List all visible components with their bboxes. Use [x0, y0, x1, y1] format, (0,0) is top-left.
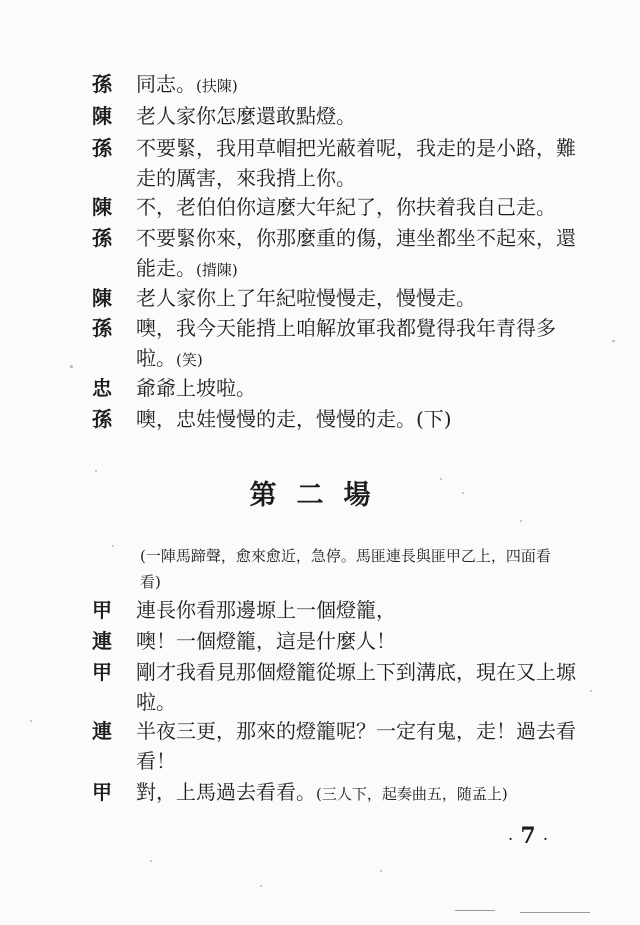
stage-direction-line: (一陣馬蹄聲，愈來愈近，急停。馬匪連長與匪甲乙上，四面看	[140, 547, 551, 565]
bottom-edge-mark	[520, 912, 590, 913]
line-text: 半夜三更，那來的燈籠呢？一定有鬼，走！過去看	[136, 719, 576, 743]
speaker-name: 孫	[92, 136, 112, 160]
dialogue-line	[0, 717, 640, 779]
speaker-name: 孫	[92, 226, 112, 250]
speaker-name: 孫	[92, 316, 112, 340]
speaker-name: 甲	[92, 598, 112, 622]
dialogue-line	[0, 314, 640, 376]
speckle	[590, 690, 592, 692]
page-number-dot-left: ·	[508, 832, 513, 846]
line-text-continued: 能走。(揹陳)	[136, 256, 238, 280]
line-text: 噢，忠娃慢慢的走，慢慢的走。(下)	[136, 407, 452, 431]
page-number-value: 7	[520, 823, 536, 849]
speaker-name: 陳	[92, 195, 112, 219]
line-text: 爺爺上坡啦。	[136, 376, 256, 400]
speaker-name: 連	[92, 719, 112, 743]
speckle	[30, 720, 32, 722]
line-text: 剛才我看見那個燈籠從塬上下到溝底，現在又上塬	[136, 660, 576, 684]
line-text: 不要緊你來，你那麼重的傷，連坐都坐不起來，還	[136, 226, 576, 250]
dialogue-line	[0, 627, 640, 659]
dialogue-line	[0, 102, 640, 134]
bottom-edge-mark	[455, 910, 495, 911]
line-text-continued: 啦。	[136, 690, 176, 714]
page-number-dot-right: ·	[543, 832, 548, 846]
dialogue-line	[0, 224, 640, 286]
speckle	[112, 545, 114, 547]
dialogue-line	[0, 134, 640, 196]
inline-stage-direction: (笑)	[176, 351, 203, 369]
dialogue-line	[0, 374, 640, 406]
speckle	[70, 365, 73, 368]
dialogue-line	[0, 596, 640, 628]
line-text-continued: 啦。(笑)	[136, 346, 203, 370]
speckle	[612, 340, 615, 342]
line-text: 老人家你上了年紀啦慢慢走，慢慢走。	[136, 286, 476, 310]
scene-title: 第二場	[249, 480, 391, 511]
page-number	[498, 821, 558, 851]
speckle	[150, 860, 152, 862]
inline-stage-direction: (三人下，起奏曲五，随孟上)	[316, 785, 508, 803]
speaker-name: 陳	[92, 286, 112, 310]
line-text: 連長你看那邊塬上一個燈籠，	[136, 598, 396, 622]
dialogue-line	[0, 193, 640, 225]
speaker-name: 忠	[92, 376, 112, 400]
speckle	[462, 492, 464, 494]
dialogue-line	[0, 658, 640, 720]
line-text: 不，老伯伯你這麼大年紀了，你扶着我自己走。	[136, 195, 556, 219]
speckle	[260, 885, 262, 887]
line-text: 同志。(扶陳)	[136, 72, 238, 96]
speaker-name: 孫	[92, 407, 112, 431]
line-text: 噢，我今天能揹上咱解放軍我都覺得我年青得多	[136, 316, 556, 340]
speckle	[95, 470, 97, 472]
speaker-name: 甲	[92, 660, 112, 684]
line-text: 噢！一個燈籠，這是什麼人！	[136, 629, 396, 653]
dialogue-line	[0, 70, 640, 102]
speckle	[520, 520, 522, 522]
line-text-continued: 看！	[136, 749, 176, 773]
dialogue-line	[0, 778, 640, 810]
dialogue-line	[0, 405, 640, 437]
speaker-name: 陳	[92, 104, 112, 128]
speaker-name: 甲	[92, 780, 112, 804]
speckle	[440, 478, 442, 480]
line-text: 老人家你怎麼還敢點燈。	[136, 104, 356, 128]
stage-direction-line: 看)	[140, 573, 161, 591]
line-text: 對，上馬過去看看。(三人下，起奏曲五，随孟上)	[136, 780, 508, 804]
speaker-name: 孫	[92, 72, 112, 96]
line-text-continued: 走的厲害，來我揹上你。	[136, 166, 356, 190]
dialogue-line	[0, 284, 640, 316]
inline-stage-direction: (揹陳)	[196, 261, 238, 279]
line-text: 不要緊，我用草帽把光蔽着呢，我走的是小路，難	[136, 136, 576, 160]
speckle	[380, 870, 382, 872]
inline-stage-direction: (扶陳)	[196, 77, 238, 95]
speaker-name: 連	[92, 629, 112, 653]
